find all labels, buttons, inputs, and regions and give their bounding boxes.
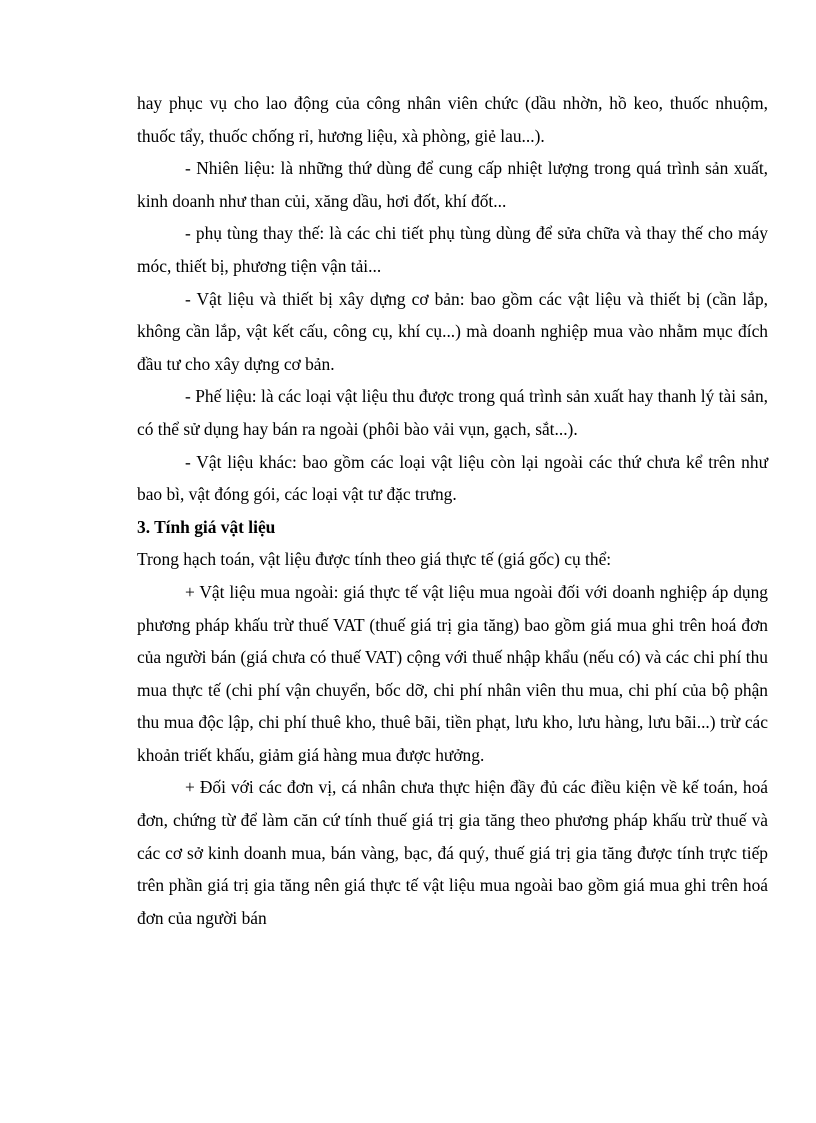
section-intro: Trong hạch toán, vật liệu được tính theo giá thực tế (giá gốc) cụ thể: xyxy=(137,549,612,570)
paragraph-scrap: - Phế liệu: là các loại vật liệu thu được trong quá trình sản xuất hay thanh lý tài sản, có thể sử dụng hay bán ra ngoài (phôi bào vải vụn, gạch, sắt...). xyxy=(137,386,768,439)
paragraph-direct-vat: + Đối với các đơn vị, cá nhân chưa thực hiện đầy đủ các điều kiện về kế toán, hoá đơn, chứng từ để làm căn cứ tính thuế giá trị gia tăng theo phương pháp khấu trừ thuế và các cơ sở kinh doanh mua, bán vàng, bạc, đá quý, thuế giá trị gia tăng được tính trực tiếp trên phần giá trị gia tăng nên giá thực tế vật liệu mua ngoài bao gồm giá mua ghi trên hoá đơn của người bán xyxy=(137,777,768,928)
paragraph-construction-materials: - Vật liệu và thiết bị xây dựng cơ bản: bao gồm các vật liệu và thiết bị (cần lắp, không cần lắp, vật kết cấu, công cụ, khí cụ...) mà doanh nghiệp mua vào nhằm mục đích đầu tư cho xây dựng cơ bản. xyxy=(137,288,768,374)
paragraph-other-materials: - Vật liệu khác: bao gồm các loại vật liệu còn lại ngoài các thứ chưa kể trên như bao bì, vật đóng gói, các loại vật tư đặc trưng. xyxy=(137,451,768,505)
paragraph-fuel: - Nhiên liệu: là những thứ dùng để cung cấp nhiệt lượng trong quá trình sản xuất, kinh doanh như than củi, xăng dầu, hơi đốt, khí đốt... xyxy=(137,158,768,211)
section-heading: 3. Tính giá vật liệu xyxy=(137,516,276,537)
document-page xyxy=(137,87,768,934)
paragraph-purchased-materials: + Vật liệu mua ngoài: giá thực tế vật liệu mua ngoài đối với doanh nghiệp áp dụng phương pháp khấu trừ thuế VAT (thuế giá trị gia tăng) bao gồm giá mua ghi trên hoá đơn của người bán (giá chưa có thuế VAT) cộng với thuế nhập khẩu (nếu có) và các chi phí thu mua thực tế (chi phí vận chuyển, bốc dỡ, chi phí nhân viên thu mua, chi phí của bộ phận thu mua độc lập, chi phí thuê kho, thuê bãi, tiền phạt, lưu kho, lưu hàng, lưu bãi...) trừ các khoản triết khấu, giảm giá hàng mua được hưởng. xyxy=(137,581,768,765)
paragraph-continuation: hay phục vụ cho lao động của công nhân viên chức (dầu nhờn, hồ keo, thuốc nhuộm, thuốc tẩy, thuốc chống rỉ, hương liệu, xà phòng, giẻ lau...). xyxy=(137,93,768,146)
paragraph-spare-parts: - phụ tùng thay thế: là các chi tiết phụ tùng dùng để sửa chữa và thay thế cho máy móc, thiết bị, phương tiện vận tải... xyxy=(137,223,768,276)
